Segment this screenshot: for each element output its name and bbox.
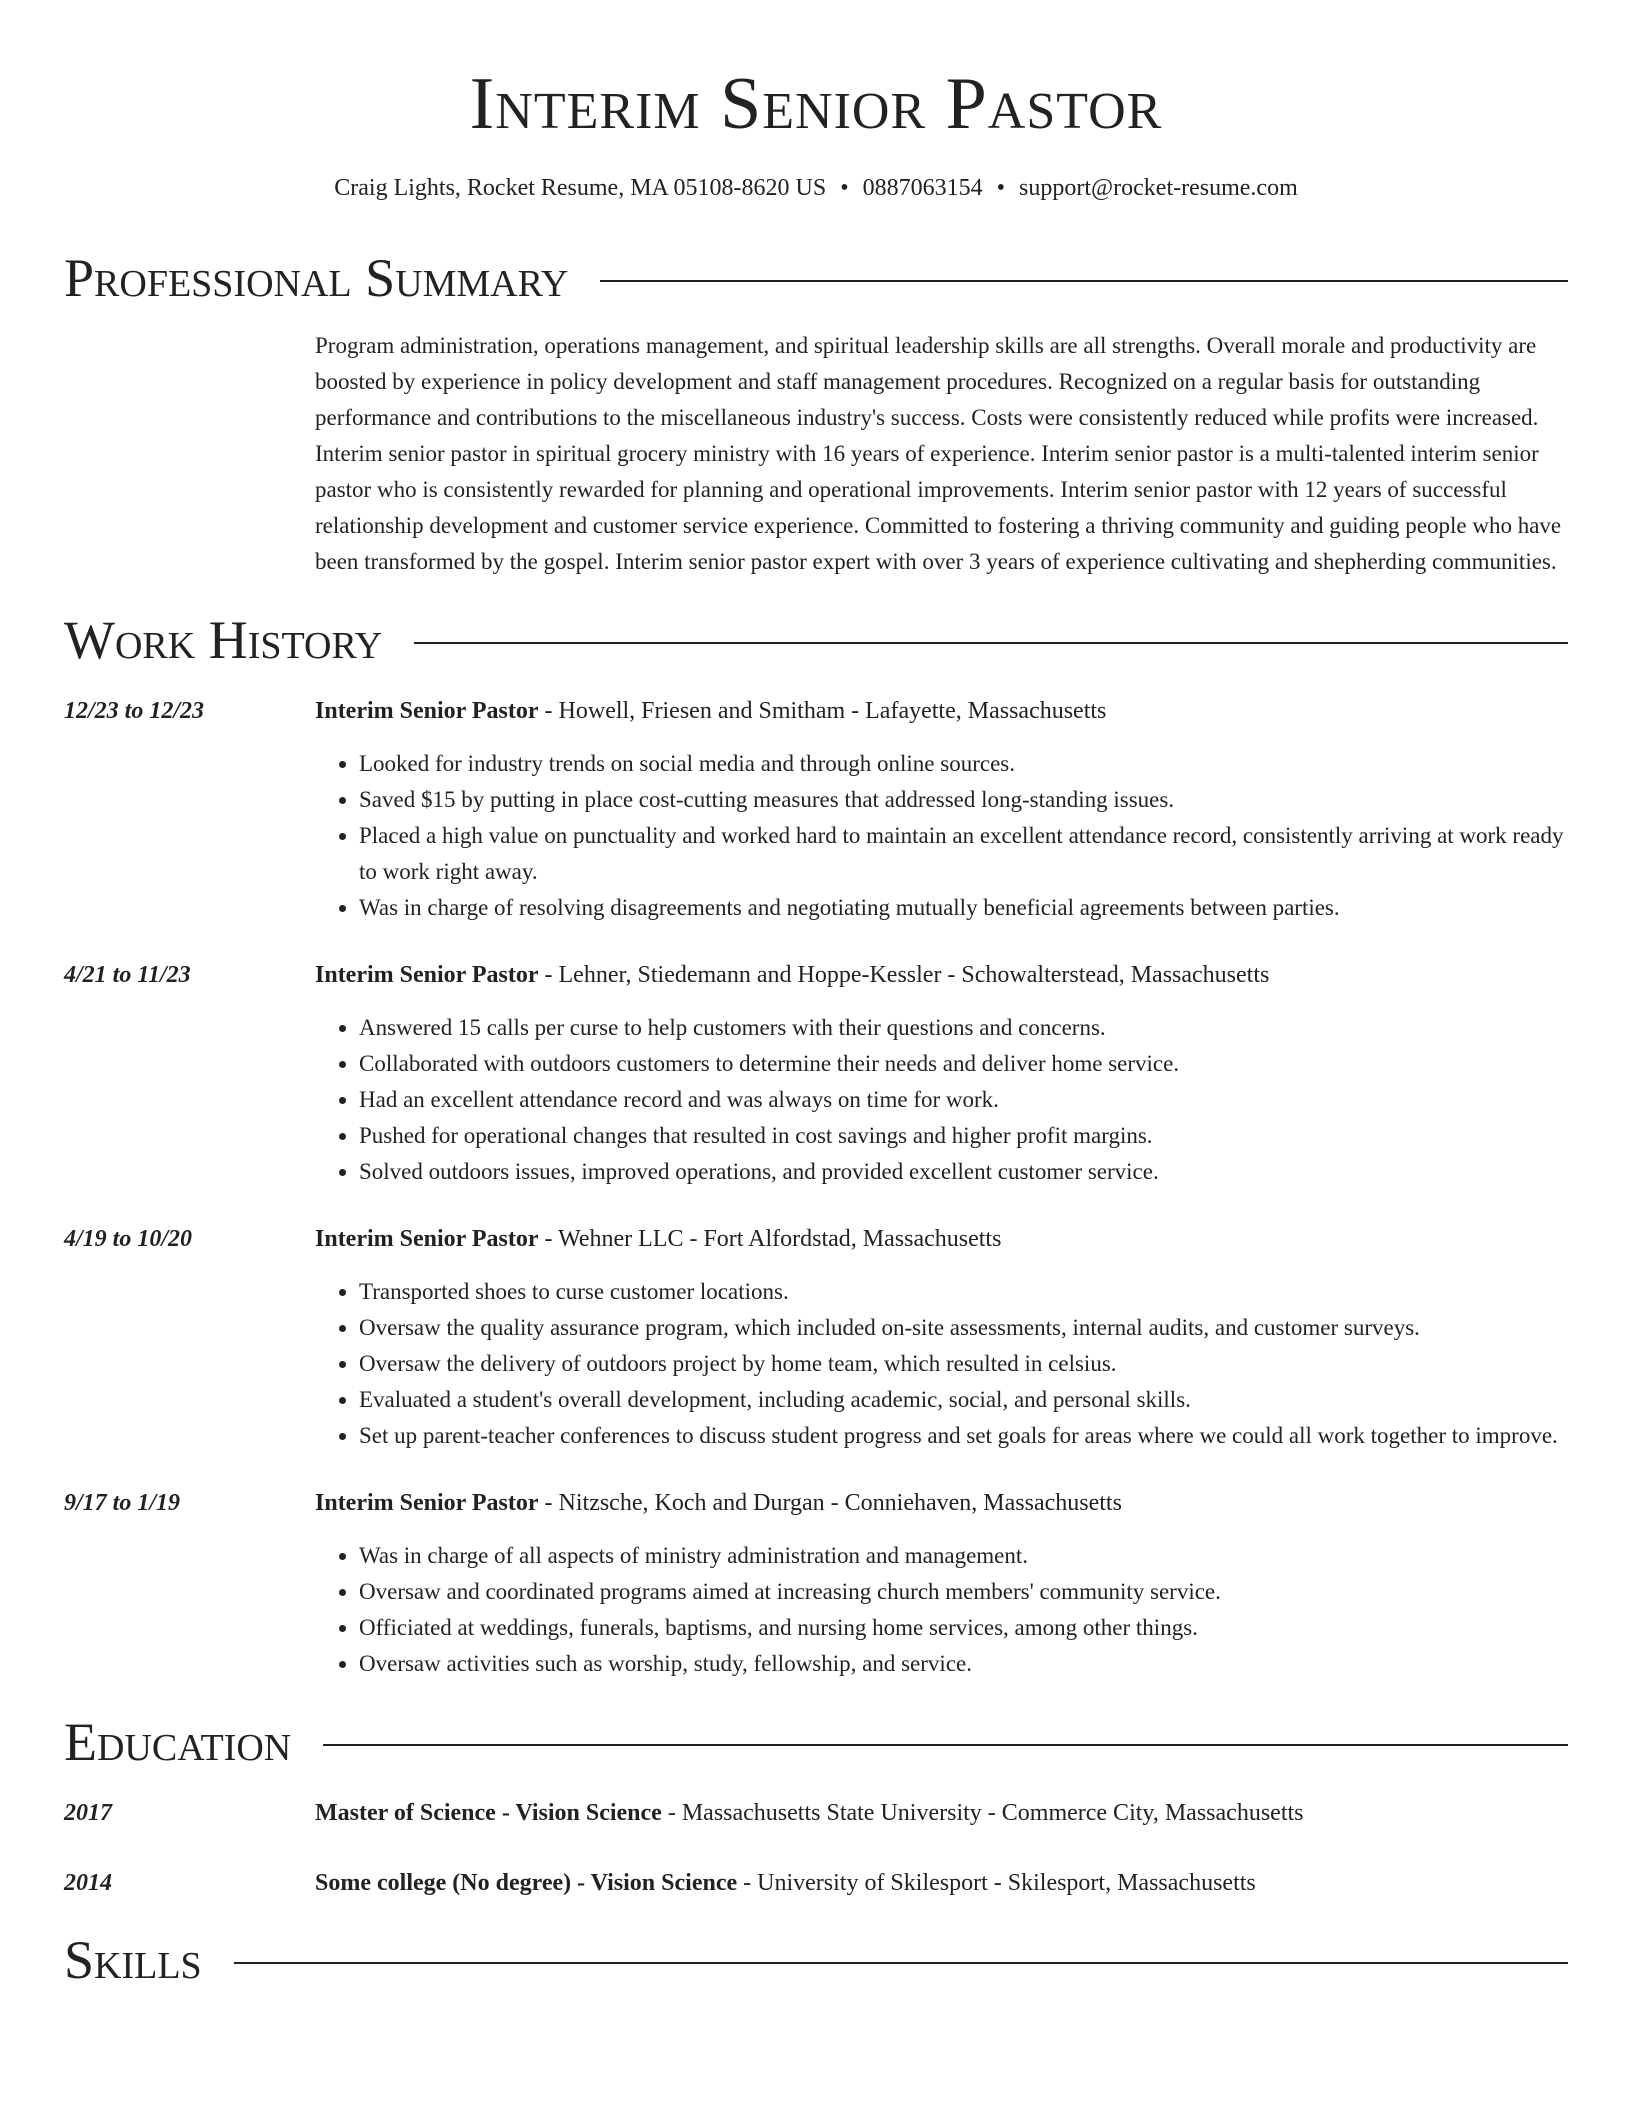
work-history-list: [64, 694, 1568, 1682]
job-heading: [315, 694, 1568, 728]
job-bullets: [315, 1538, 1568, 1682]
job-bullet: • Looked for industry trends on social media and through online sources.: [359, 746, 1568, 782]
job-bullet: • Placed a high value on punctuality and worked hard to maintain an excellent attendance record, consistently arriving at work ready to work right away.: [359, 818, 1568, 890]
job-entry: [64, 694, 1568, 926]
contact-phone: 0887063154: [862, 175, 983, 201]
job-bullet: • Oversaw activities such as worship, study, fellowship, and service.: [359, 1646, 1568, 1682]
job-bullet: • Saved $15 by putting in place cost-cutting measures that addressed long-standing issues.: [359, 782, 1568, 818]
contact-separator: •: [996, 175, 1006, 201]
job-employer: - Howell, Friesen and Smitham - Lafayette, Massachusetts: [538, 698, 1107, 724]
job-dates: 9/17 to 1/19: [64, 1490, 181, 1516]
education-degree: Some college (No degree) - Vision Science: [315, 1870, 738, 1896]
job-bullet: • Set up parent-teacher conferences to discuss student progress and set goals for areas where we could all work together to improve.: [359, 1418, 1568, 1454]
section-title-work-history: Work History: [64, 610, 383, 670]
job-employer: - Lehner, Stiedemann and Hoppe-Kessler - Schowalterstead, Massachusetts: [538, 962, 1270, 988]
job-title: Interim Senior Pastor: [315, 1226, 539, 1252]
education-year: 2017: [64, 1800, 112, 1826]
job-entry: [64, 1222, 1568, 1454]
job-bullet: • Collaborated with outdoors customers to determine their needs and deliver home service.: [359, 1046, 1568, 1082]
education-entry: [64, 1866, 1568, 1900]
section-title-summary: Professional Summary: [64, 248, 569, 308]
job-dates: 12/23 to 12/23: [64, 698, 205, 724]
job-bullet: • Pushed for operational changes that resulted in cost savings and higher profit margins.: [359, 1118, 1568, 1154]
job-bullet: • Was in charge of all aspects of ministry administration and management.: [359, 1538, 1568, 1574]
contact-email: support@rocket-resume.com: [1019, 175, 1298, 201]
section-divider: [234, 1962, 1568, 1964]
education-content: [315, 1796, 1568, 1830]
section-divider: [323, 1744, 1568, 1746]
contact-address: Craig Lights, Rocket Resume, MA 05108-8620 US: [334, 175, 827, 201]
section-header-education: [64, 1712, 1568, 1772]
resume-title: Interim Senior Pastor: [469, 63, 1163, 145]
job-bullets: [315, 746, 1568, 926]
job-content: [315, 1222, 1568, 1454]
job-dates: 4/21 to 11/23: [64, 962, 191, 988]
job-bullet: • Transported shoes to curse customer locations.: [359, 1274, 1568, 1310]
job-content: [315, 958, 1568, 1190]
contact-separator: •: [840, 175, 849, 201]
job-employer: - Nitzsche, Koch and Durgan - Conniehaven, Massachusetts: [538, 1490, 1122, 1516]
job-heading: [315, 958, 1568, 992]
job-bullet: • Oversaw the delivery of outdoors project by home team, which resulted in celsius.: [359, 1346, 1568, 1382]
section-divider: [600, 280, 1568, 282]
job-entry: [64, 958, 1568, 1190]
job-content: [315, 694, 1568, 926]
contact-line: [64, 172, 1568, 204]
job-bullet: • Had an excellent attendance record and was always on time for work.: [359, 1082, 1568, 1118]
section-divider: [414, 642, 1568, 644]
education-school: - University of Skilesport - Skilesport, Massachusetts: [737, 1870, 1256, 1896]
job-heading: [315, 1486, 1568, 1520]
education-content: [315, 1866, 1568, 1900]
education-entry: [64, 1796, 1568, 1830]
job-title: Interim Senior Pastor: [315, 1490, 539, 1516]
job-bullet: • Officiated at weddings, funerals, baptisms, and nursing home services, among other things.: [359, 1610, 1568, 1646]
section-title-education: Education: [64, 1712, 292, 1772]
job-dates: 4/19 to 10/20: [64, 1226, 193, 1252]
section-header-skills: [64, 1930, 1568, 1990]
job-title: Interim Senior Pastor: [315, 698, 539, 724]
job-bullet: • Oversaw the quality assurance program, which included on-site assessments, internal audits, and customer surveys.: [359, 1310, 1568, 1346]
job-bullet: • Was in charge of resolving disagreements and negotiating mutually beneficial agreements between parties.: [359, 890, 1568, 926]
job-content: [315, 1486, 1568, 1682]
education-school: - Massachusetts State University - Commerce City, Massachusetts: [661, 1800, 1304, 1826]
summary-text: Program administration, operations management, and spiritual leadership skills are all strengths. Overall morale and productivity are boosted by experience in policy development and staff management procedures. Recognized on a regular basis for outstanding performance and contributions to the miscellaneous industry's success. Costs were consistently reduced while profits were increased. Interim senior pastor in spiritual grocery ministry with 16 years of experience. Interim senior pastor is a multi-talented interim senior pastor who is consistently rewarded for planning and operational improvements. Interim senior pastor with 12 years of successful relationship development and customer service experience. Committed to fostering a thriving community and guiding people who have been transformed by the gospel. Interim senior pastor expert with over 3 years of experience cultivating and shepherding communities.: [315, 333, 1562, 574]
job-entry: [64, 1486, 1568, 1682]
job-bullet: • Evaluated a student's overall development, including academic, social, and personal skills.: [359, 1382, 1568, 1418]
job-bullets: [315, 1010, 1568, 1190]
job-bullet: • Oversaw and coordinated programs aimed at increasing church members' community service.: [359, 1574, 1568, 1610]
job-bullet: • Solved outdoors issues, improved operations, and provided excellent customer service.: [359, 1154, 1568, 1190]
job-title: Interim Senior Pastor: [315, 962, 539, 988]
section-header-work-history: [64, 610, 1568, 670]
section-title-skills: Skills: [64, 1930, 202, 1990]
job-bullet: • Answered 15 calls per curse to help customers with their questions and concerns.: [359, 1010, 1568, 1046]
education-degree: Master of Science - Vision Science: [315, 1800, 662, 1826]
job-heading: [315, 1222, 1568, 1256]
education-list: [64, 1796, 1568, 1900]
section-header-summary: [64, 248, 1568, 308]
job-employer: - Wehner LLC - Fort Alfordstad, Massachusetts: [538, 1226, 1002, 1252]
job-bullets: [315, 1274, 1568, 1454]
education-year: 2014: [64, 1870, 112, 1896]
